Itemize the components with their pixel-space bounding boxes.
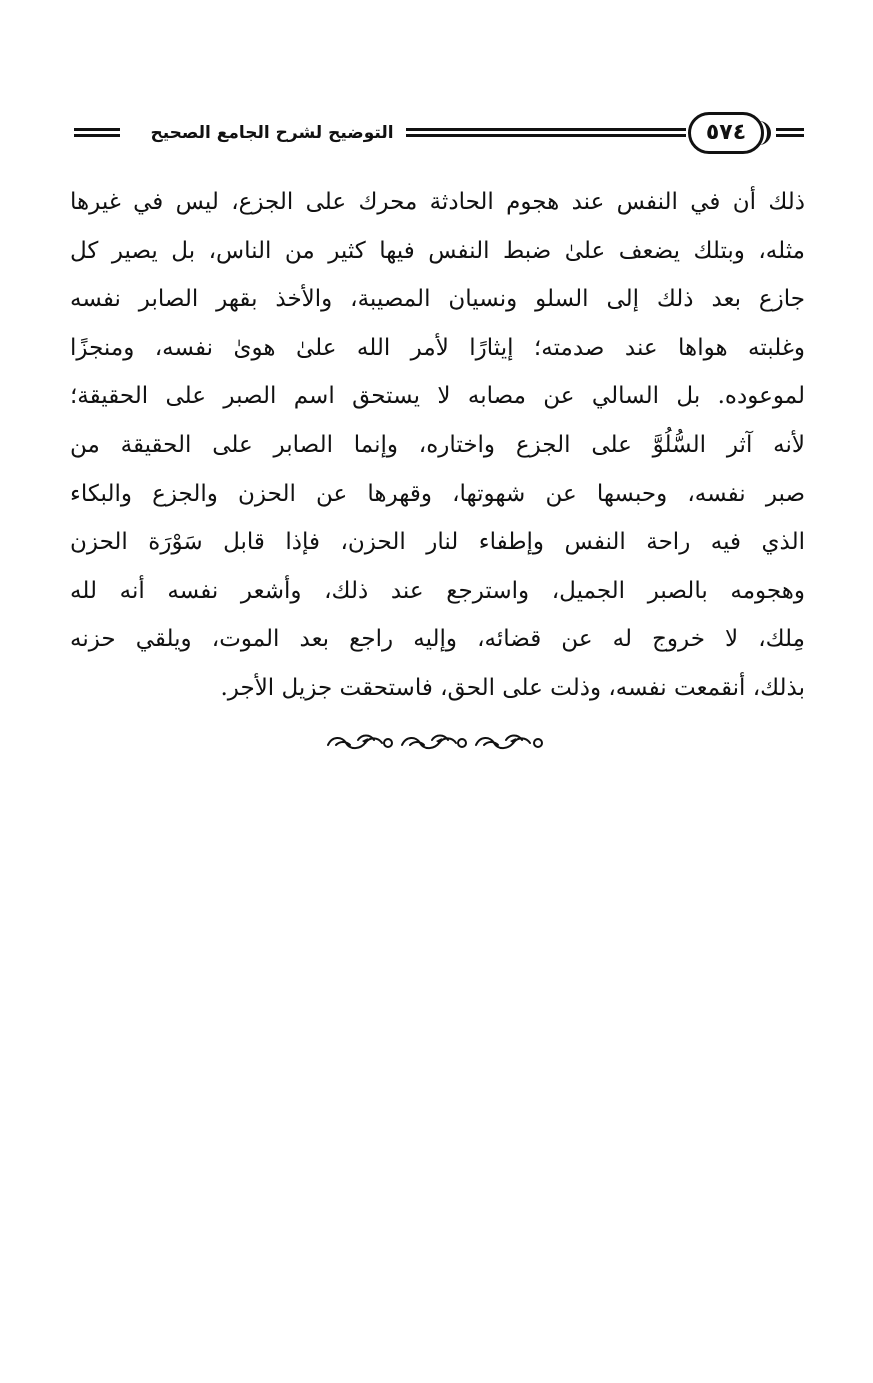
text-line: صبر نفسه، وحبسها عن شهوتها، وقهرها عن الحزن والجزع والبكاء [70, 480, 805, 507]
text-line: مِلك، لا خروج له عن قضائه، وإليه راجع بعد الموت، ويلقي حزنه [70, 626, 805, 653]
text-line: لموعوده. بل السالي عن مصابه لا يستحق اسم الصبر على الحقيقة؛ [70, 383, 805, 410]
text-line: لأنه آثر السُّلُوَّ على الجزع واختاره، وإنما الصابر على الحقيقة من [70, 431, 805, 458]
header-rule-middle [406, 128, 686, 142]
text-line: جازع بعد ذلك إلى السلو ونسيان المصيبة، والأخذ بقهر الصابر نفسه [70, 286, 805, 313]
text-line: الذي فيه راحة النفس وإطفاء لنار الحزن، فإذا قابل سَوْرَة الحزن [70, 529, 805, 556]
body-paragraph [70, 178, 805, 713]
text-line: وهجومه بالصبر الجميل، واسترجع عند ذلك، وأشعر نفسه أنه لله [70, 577, 805, 604]
header-rule-right [776, 128, 804, 142]
header-rule-left [74, 128, 120, 142]
floral-divider-icon [322, 730, 548, 756]
text-line: بذلك، أنقمعت نفسه، وذلت على الحق، فاستحقت جزيل الأجر. [220, 674, 805, 701]
running-title: التوضيح لشرح الجامع الصحيح [150, 123, 394, 143]
text-line: ذلك أن في النفس عند هجوم الحادثة محرك على الجزع، ليس في غيرها [70, 189, 805, 215]
text-line: وغلبته هواها عند صدمته؛ إيثارًا لأمر الله علىٰ هوىٰ نفسه، ومنجزًا [70, 334, 805, 361]
page-number: ٥٧٤ [688, 112, 764, 154]
page-header [70, 108, 805, 160]
text-line: مثله، وبتلك يضعف علىٰ ضبط النفس فيها كثير من الناس، بل يصير كل [70, 237, 805, 264]
